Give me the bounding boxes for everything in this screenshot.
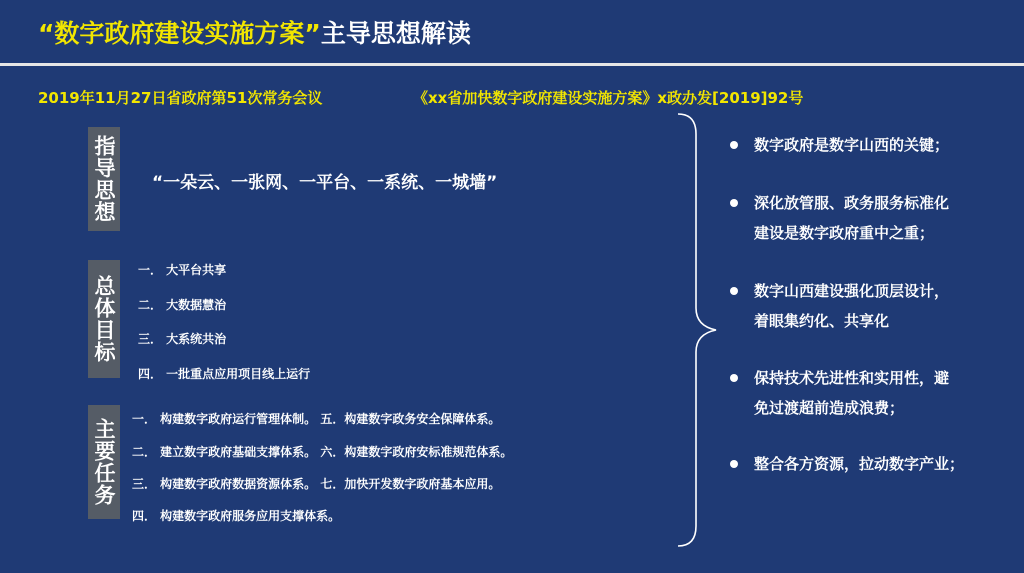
key-point-4-line-1: 保持技术先进性和实用性，避 bbox=[754, 369, 950, 387]
title-highlight: “数字政府建设实施方案” bbox=[38, 19, 321, 48]
key-point-4 bbox=[730, 363, 949, 423]
key-point-3-line-1: 数字山西建设强化顶层设计， bbox=[754, 282, 950, 300]
tasks-label bbox=[88, 405, 120, 519]
bullet-dot-icon bbox=[730, 199, 738, 207]
curly-brace bbox=[674, 112, 724, 548]
key-point-1-line-1: 数字政府是数字山西的关键； bbox=[754, 136, 950, 154]
task-item-2: 二． 建立数字政府基础支撑体系。 六．构建数字政府安标准规范体系。 bbox=[132, 445, 513, 459]
goals-label bbox=[88, 260, 120, 378]
document-reference: 《xx省加快数字政府建设实施方案》x政办发[2019]92号 bbox=[413, 89, 804, 107]
task-item-3: 三． 构建数字政府数据资源体系。 七．加快开发数字政府基本应用。 bbox=[132, 477, 501, 491]
goal-item-3: 三． 大系统共治 bbox=[138, 332, 227, 346]
goal-item-2: 二． 大数据慧治 bbox=[138, 298, 227, 312]
guiding-label bbox=[88, 127, 120, 231]
bullet-dot-icon bbox=[730, 460, 738, 468]
title-rest: 主导思想解读 bbox=[320, 19, 471, 48]
key-point-5-line-1: 整合各方资源，拉动数字产业； bbox=[754, 455, 965, 473]
bullet-dot-icon bbox=[730, 141, 738, 149]
bullet-dot-icon bbox=[730, 287, 738, 295]
key-point-4-line-2: 免过渡超前造成浪费； bbox=[754, 399, 905, 417]
goals-label-text: 总体目标 bbox=[92, 275, 116, 363]
guiding-slogan: “一朵云、一张网、一平台、一系统、一城墙” bbox=[152, 173, 498, 193]
key-point-2-line-2: 建设是数字政府重中之重； bbox=[754, 224, 935, 242]
task-item-4: 四． 构建数字政府服务应用支撑体系。 bbox=[132, 509, 341, 523]
key-point-2-line-1: 深化放管服、政务服务标准化 bbox=[754, 194, 950, 212]
key-point-3 bbox=[730, 276, 949, 336]
key-point-1 bbox=[730, 130, 949, 160]
slide-title bbox=[38, 14, 471, 50]
guiding-label-text: 指导思想 bbox=[92, 135, 116, 223]
meeting-info: 2019年11月27日省政府第51次常务会议 bbox=[38, 89, 323, 107]
bullet-dot-icon bbox=[730, 374, 738, 382]
title-divider bbox=[0, 63, 1024, 66]
key-point-3-line-2: 着眼集约化、共享化 bbox=[754, 312, 890, 330]
goal-item-1: 一． 大平台共享 bbox=[138, 263, 227, 277]
key-point-2 bbox=[730, 188, 949, 248]
tasks-label-text: 主要任务 bbox=[92, 418, 116, 506]
goal-item-4: 四． 一批重点应用项目线上运行 bbox=[138, 367, 311, 381]
task-item-1: 一． 构建数字政府运行管理体制。 五．构建数字政务安全保障体系。 bbox=[132, 412, 501, 426]
key-point-5 bbox=[730, 449, 964, 479]
